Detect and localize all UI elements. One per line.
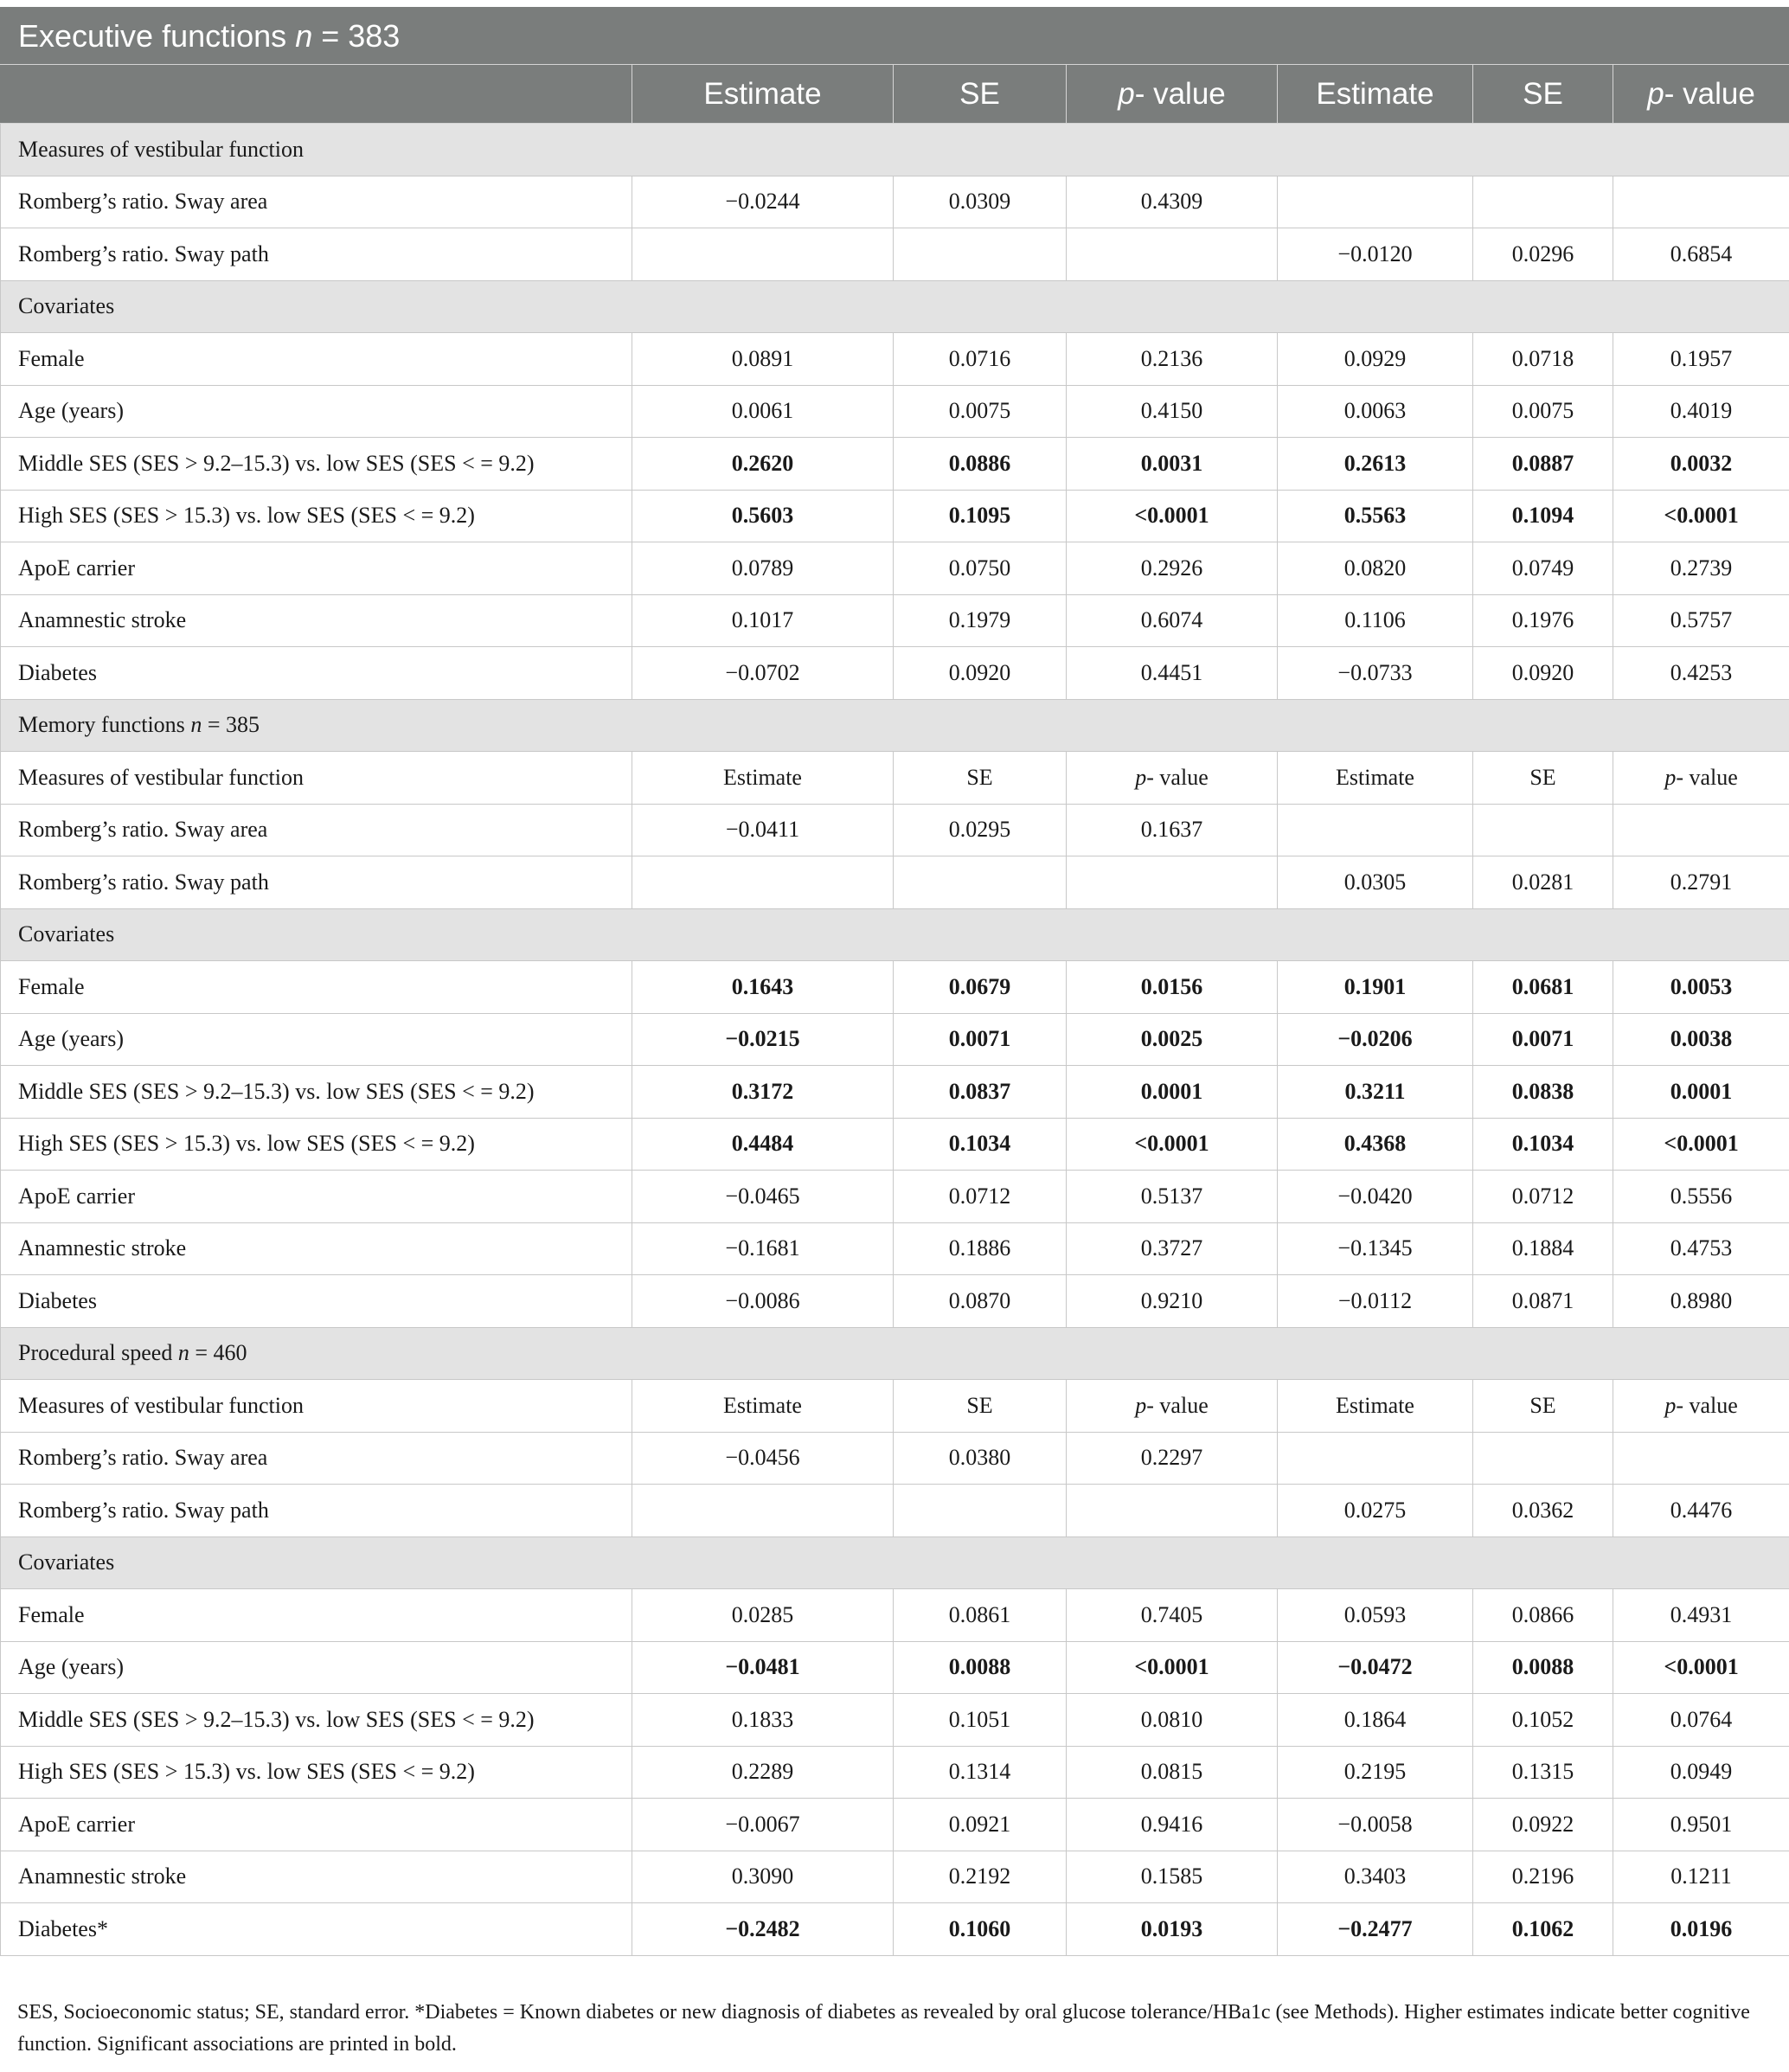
row-value: 0.0309 [894,176,1067,228]
row-value: 0.1211 [1613,1851,1789,1903]
row-value: 0.0750 [894,542,1067,595]
subheader-estimate: Estimate [632,752,894,805]
table-row [1,1851,1789,1903]
column-header-se-2: SE [1473,65,1613,124]
row-value: 0.1979 [894,594,1067,647]
row-value: −0.0465 [632,1171,894,1223]
row-value: 0.1833 [632,1694,894,1747]
table-row [1,1222,1789,1275]
row-value: 0.2136 [1067,333,1278,386]
table-row [1,856,1789,909]
row-label: High SES (SES > 15.3) vs. low SES (SES < = 9.2) [1,1118,632,1171]
table-row [1,647,1789,700]
row-value: 0.1052 [1473,1694,1613,1747]
row-value: 0.2192 [894,1851,1067,1903]
row-value: 0.0031 [1067,438,1278,491]
row-value: 0.0075 [1473,385,1613,438]
p-italic: p [1647,76,1664,111]
table-row [1,1066,1789,1119]
table-row [1,385,1789,438]
table-row [1,1589,1789,1642]
row-value: −0.0244 [632,176,894,228]
row-value: 0.2195 [1278,1746,1473,1799]
row-value: 0.0764 [1613,1694,1789,1747]
row-value: 0.1051 [894,1694,1067,1747]
row-label: Romberg’s ratio. Sway path [1,856,632,909]
row-value: 0.2196 [1473,1851,1613,1903]
subheader-se: SE [894,1380,1067,1433]
subheader-estimate: Estimate [632,1380,894,1433]
p-italic: p [1664,764,1677,790]
group-heading-label: Covariates [1,280,1789,333]
row-value: −0.2477 [1278,1903,1473,1956]
row-value [1473,1432,1613,1485]
column-header-estimate: Estimate [632,65,894,124]
row-label: Diabetes* [1,1903,632,1956]
row-value: 0.0712 [894,1171,1067,1223]
subheader-p-value [1067,1380,1278,1433]
row-value: 0.1585 [1067,1851,1278,1903]
row-value: 0.0063 [1278,385,1473,438]
section-subheader-row [1,1380,1789,1433]
row-label: Age (years) [1,385,632,438]
row-value [1613,176,1789,228]
row-value: 0.0921 [894,1799,1067,1851]
row-label: Female [1,333,632,386]
row-value: −0.0067 [632,1799,894,1851]
row-value: −0.0112 [1278,1275,1473,1328]
row-value: 0.0929 [1278,333,1473,386]
row-value: 0.2613 [1278,438,1473,491]
row-value: 0.3211 [1278,1066,1473,1119]
group-heading-label: Measures of vestibular function [1,124,1789,176]
row-value [1613,804,1789,856]
row-label: Anamnestic stroke [1,1222,632,1275]
row-value: 0.1062 [1473,1903,1613,1956]
row-value: 0.1901 [1278,961,1473,1014]
row-value [1278,804,1473,856]
row-value: 0.1886 [894,1222,1067,1275]
row-value: −0.1681 [632,1222,894,1275]
row-value: 0.0088 [1473,1641,1613,1694]
table-title-n: n [295,17,313,54]
row-value: 0.9416 [1067,1799,1278,1851]
row-value: 0.4753 [1613,1222,1789,1275]
table-row [1,1641,1789,1694]
row-value: 0.0593 [1278,1589,1473,1642]
row-value [1278,176,1473,228]
row-value: 0.4368 [1278,1118,1473,1171]
row-label: Diabetes [1,1275,632,1328]
row-value: 0.1034 [894,1118,1067,1171]
subheader-p-value-2 [1613,1380,1789,1433]
row-label: Romberg’s ratio. Sway path [1,1485,632,1537]
column-header-blank [1,65,632,124]
row-value: 0.0861 [894,1589,1067,1642]
row-value: 0.2926 [1067,542,1278,595]
row-value: 0.5757 [1613,594,1789,647]
row-value: 0.0296 [1473,228,1613,281]
row-value: 0.0071 [1473,1013,1613,1066]
row-value: 0.2739 [1613,542,1789,595]
row-label: Age (years) [1,1013,632,1066]
row-value: 0.0038 [1613,1013,1789,1066]
row-value: 0.2620 [632,438,894,491]
group-heading-label: Covariates [1,1536,1789,1589]
group-heading [1,908,1789,961]
table-row [1,333,1789,386]
p-rest: - value [1146,764,1209,790]
row-value: −0.0420 [1278,1171,1473,1223]
row-value: 0.0156 [1067,961,1278,1014]
table-row [1,1903,1789,1956]
row-value: 0.1884 [1473,1222,1613,1275]
row-value: 0.0870 [894,1275,1067,1328]
row-value: 0.1017 [632,594,894,647]
p-italic: p [1118,76,1135,111]
group-heading-label: Covariates [1,908,1789,961]
row-value: 0.1060 [894,1903,1067,1956]
group-heading [1,124,1789,176]
row-value: −0.2482 [632,1903,894,1956]
row-value: 0.0886 [894,438,1067,491]
row-value: 0.1034 [1473,1118,1613,1171]
table-row [1,1485,1789,1537]
row-value: −0.0206 [1278,1013,1473,1066]
row-value: 0.0362 [1473,1485,1613,1537]
row-value: 0.0871 [1473,1275,1613,1328]
row-value: 0.0032 [1613,438,1789,491]
row-value: −0.0472 [1278,1641,1473,1694]
row-value: 0.4019 [1613,385,1789,438]
row-value: 0.5556 [1613,1171,1789,1223]
row-value: 0.7405 [1067,1589,1278,1642]
table-title-row [1,8,1789,65]
table-row [1,1694,1789,1747]
subheader-p-value-2 [1613,752,1789,805]
row-value: −0.0702 [632,647,894,700]
row-value: 0.0718 [1473,333,1613,386]
results-table-body [1,8,1789,1956]
row-label: Anamnestic stroke [1,594,632,647]
row-value: 0.2297 [1067,1432,1278,1485]
row-value: 0.3403 [1278,1851,1473,1903]
row-value: <0.0001 [1613,490,1789,542]
table-title-n-value: = 383 [321,17,401,54]
row-value: 0.0285 [632,1589,894,1642]
section-heading-label: Memory functions [18,712,185,738]
row-value: 0.6074 [1067,594,1278,647]
subheader-se-2: SE [1473,752,1613,805]
row-value: 0.0891 [632,333,894,386]
row-value: −0.0456 [632,1432,894,1485]
row-label: Romberg’s ratio. Sway area [1,176,632,228]
section-heading-row [1,1327,1789,1380]
row-value: −0.1345 [1278,1222,1473,1275]
subheader-p-value [1067,752,1278,805]
row-label: Middle SES (SES > 9.2–15.3) vs. low SES (SES < = 9.2) [1,1694,632,1747]
row-value: 0.4476 [1613,1485,1789,1537]
row-value: 0.3727 [1067,1222,1278,1275]
row-value: 0.0281 [1473,856,1613,909]
row-label: Anamnestic stroke [1,1851,632,1903]
p-rest: - value [1676,1392,1738,1418]
row-value: 0.0061 [632,385,894,438]
row-value [1067,1485,1278,1537]
row-value: 0.0838 [1473,1066,1613,1119]
subheader-estimate-2: Estimate [1278,1380,1473,1433]
row-value: 0.0075 [894,385,1067,438]
section-heading-n: n [177,1340,189,1366]
table-row [1,1118,1789,1171]
group-heading [1,1536,1789,1589]
column-header-p-value [1067,65,1278,124]
row-value: <0.0001 [1067,1641,1278,1694]
row-value: <0.0001 [1067,490,1278,542]
row-value: 0.0789 [632,542,894,595]
row-value: 0.0820 [1278,542,1473,595]
row-value: 0.0380 [894,1432,1067,1485]
row-value [894,228,1067,281]
row-value: 0.0920 [1473,647,1613,700]
row-value: 0.0088 [894,1641,1067,1694]
row-label: Middle SES (SES > 9.2–15.3) vs. low SES (SES < = 9.2) [1,438,632,491]
row-value: 0.0295 [894,804,1067,856]
row-value: −0.0411 [632,804,894,856]
row-value: 0.5603 [632,490,894,542]
row-value [1067,228,1278,281]
row-value: 0.0305 [1278,856,1473,909]
row-value: 0.1957 [1613,333,1789,386]
row-value: 0.4451 [1067,647,1278,700]
row-value: <0.0001 [1613,1118,1789,1171]
row-value: 0.0001 [1067,1066,1278,1119]
row-value: 0.5563 [1278,490,1473,542]
row-value: 0.0001 [1613,1066,1789,1119]
row-value [632,856,894,909]
row-value: 0.1315 [1473,1746,1613,1799]
row-label: Romberg’s ratio. Sway area [1,804,632,856]
row-value: 0.8980 [1613,1275,1789,1328]
section-heading-n: n [190,712,202,738]
row-value [1067,856,1278,909]
row-value: 0.1864 [1278,1694,1473,1747]
row-value: 0.6854 [1613,228,1789,281]
row-value: 0.0712 [1473,1171,1613,1223]
row-value: −0.0733 [1278,647,1473,700]
row-value: 0.1106 [1278,594,1473,647]
p-rest: - value [1676,764,1738,790]
subheader-label: Measures of vestibular function [1,1380,632,1433]
row-value: <0.0001 [1613,1641,1789,1694]
row-value [632,1485,894,1537]
row-value: 0.2791 [1613,856,1789,909]
row-value [1473,804,1613,856]
section-heading [1,699,1789,752]
row-value: −0.0058 [1278,1799,1473,1851]
row-value [894,1485,1067,1537]
row-label: ApoE carrier [1,542,632,595]
row-value: 0.0196 [1613,1903,1789,1956]
row-label: Middle SES (SES > 9.2–15.3) vs. low SES (SES < = 9.2) [1,1066,632,1119]
row-value: 0.5137 [1067,1171,1278,1223]
row-value: 0.0815 [1067,1746,1278,1799]
table-row [1,228,1789,281]
section-heading-label: Procedural speed [18,1340,173,1366]
table-row [1,804,1789,856]
column-header-se: SE [894,65,1067,124]
row-label: Diabetes [1,647,632,700]
subheader-estimate-2: Estimate [1278,752,1473,805]
row-value: 0.0716 [894,333,1067,386]
subheader-label: Measures of vestibular function [1,752,632,805]
row-value: 0.4150 [1067,385,1278,438]
subheader-se: SE [894,752,1067,805]
p-rest: - value [1664,76,1755,111]
section-heading-n-value: = 385 [207,712,260,738]
row-value: 0.0681 [1473,961,1613,1014]
row-value: 0.1637 [1067,804,1278,856]
row-label: Age (years) [1,1641,632,1694]
table-row [1,1171,1789,1223]
p-rest: - value [1134,76,1226,111]
row-value: 0.1095 [894,490,1067,542]
row-value: 0.4253 [1613,647,1789,700]
row-label: High SES (SES > 15.3) vs. low SES (SES < = 9.2) [1,490,632,542]
table-footnote: SES, Socioeconomic status; SE, standard error. *Diabetes = Known diabetes or new diagnosis of diabetes as revealed by oral glucose tolerance/HBa1c (see Methods). Higher estimates indicate better cognitive function. Significant associations are printed in bold. [17,2001,1750,2056]
row-label: ApoE carrier [1,1171,632,1223]
row-value [894,856,1067,909]
row-value: 0.4309 [1067,176,1278,228]
row-value: −0.0215 [632,1013,894,1066]
table-row [1,490,1789,542]
row-value: 0.0071 [894,1013,1067,1066]
column-header-p-value-2 [1613,65,1789,124]
row-value: −0.0481 [632,1641,894,1694]
table-row [1,1275,1789,1328]
row-value: <0.0001 [1067,1118,1278,1171]
table-row [1,1432,1789,1485]
row-label: Female [1,961,632,1014]
row-value: 0.0749 [1473,542,1613,595]
row-value: 0.0920 [894,647,1067,700]
table-row [1,438,1789,491]
row-value: 0.2289 [632,1746,894,1799]
section-subheader-row [1,752,1789,805]
table-row [1,1799,1789,1851]
row-value: 0.1094 [1473,490,1613,542]
row-label: High SES (SES > 15.3) vs. low SES (SES < = 9.2) [1,1746,632,1799]
row-value: 0.0887 [1473,438,1613,491]
row-value: 0.0866 [1473,1589,1613,1642]
p-rest: - value [1146,1392,1209,1418]
table-row [1,176,1789,228]
section-heading-n-value: = 460 [195,1340,247,1366]
table-row [1,1746,1789,1799]
row-value [632,228,894,281]
section-heading-row [1,699,1789,752]
row-value: 0.1643 [632,961,894,1014]
row-value: −0.0086 [632,1275,894,1328]
row-value [1613,1432,1789,1485]
row-value: 0.1314 [894,1746,1067,1799]
table-title [1,8,1789,65]
row-value: −0.0120 [1278,228,1473,281]
row-value [1473,176,1613,228]
row-value: 0.0679 [894,961,1067,1014]
row-value: 0.0193 [1067,1903,1278,1956]
p-italic: p [1135,1392,1147,1418]
results-table [0,7,1789,1956]
row-value: 0.0922 [1473,1799,1613,1851]
table-row [1,594,1789,647]
section-heading [1,1327,1789,1380]
table-row [1,961,1789,1014]
column-header-row [1,65,1789,124]
p-italic: p [1664,1392,1677,1418]
row-value: 0.0053 [1613,961,1789,1014]
p-italic: p [1135,764,1147,790]
group-heading [1,280,1789,333]
row-value: 0.0025 [1067,1013,1278,1066]
row-label: Female [1,1589,632,1642]
row-value: 0.1976 [1473,594,1613,647]
row-value: 0.9210 [1067,1275,1278,1328]
table-title-label: Executive functions [18,17,287,54]
row-value: 0.0949 [1613,1746,1789,1799]
row-value: 0.0837 [894,1066,1067,1119]
row-label: ApoE carrier [1,1799,632,1851]
subheader-se-2: SE [1473,1380,1613,1433]
row-value: 0.0810 [1067,1694,1278,1747]
row-value: 0.3172 [632,1066,894,1119]
row-value: 0.4484 [632,1118,894,1171]
table-row [1,542,1789,595]
row-value: 0.9501 [1613,1799,1789,1851]
row-value [1278,1432,1473,1485]
column-header-estimate-2: Estimate [1278,65,1473,124]
results-table-container [0,7,1789,2056]
row-value: 0.0275 [1278,1485,1473,1537]
row-label: Romberg’s ratio. Sway area [1,1432,632,1485]
row-value: 0.4931 [1613,1589,1789,1642]
row-label: Romberg’s ratio. Sway path [1,228,632,281]
table-row [1,1013,1789,1066]
row-value: 0.3090 [632,1851,894,1903]
